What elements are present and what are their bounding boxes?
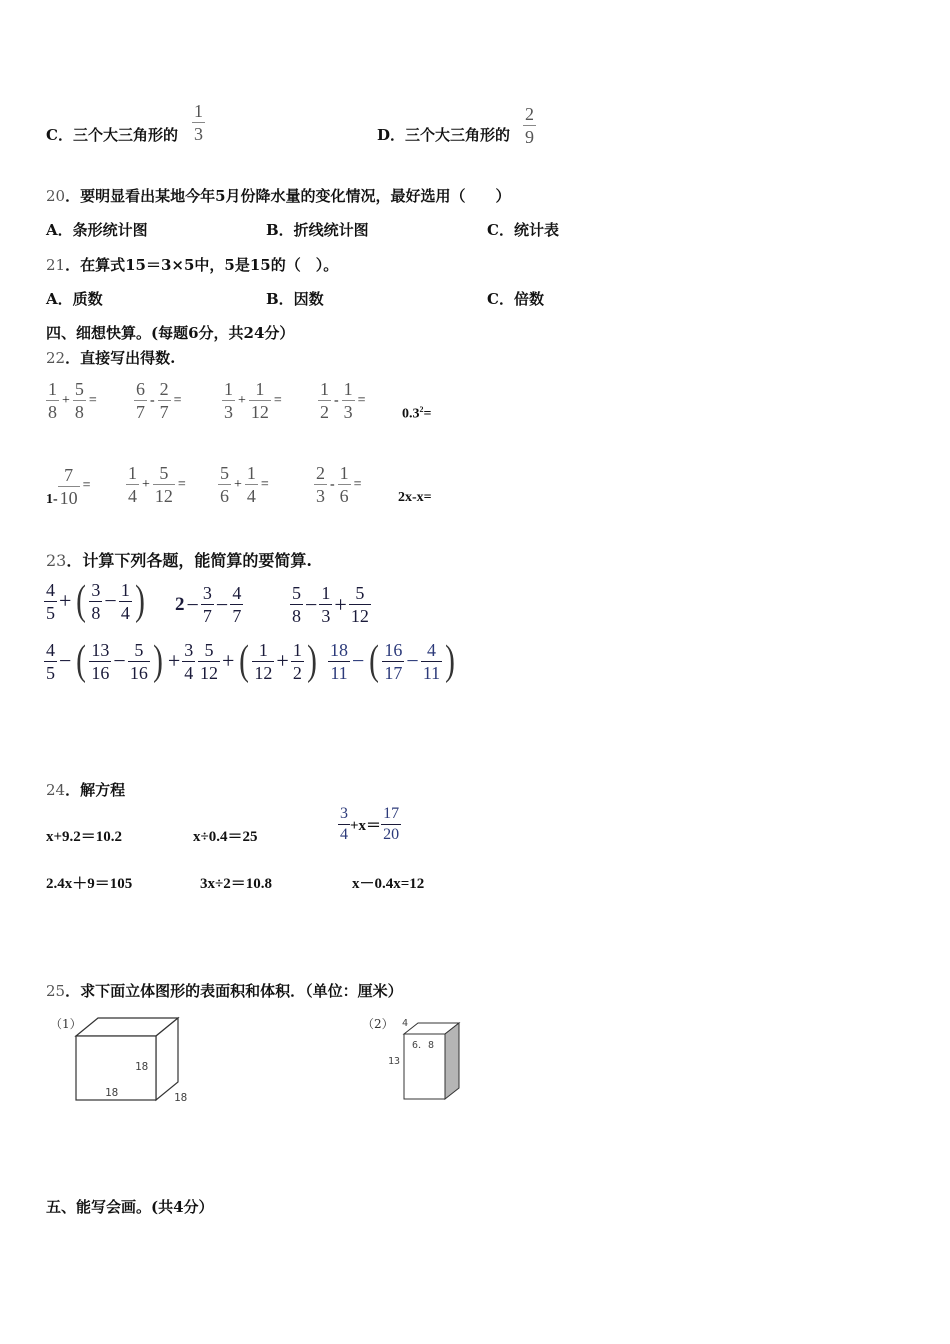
cube-height-label: 18: [135, 1060, 149, 1073]
figure-2-label: （2）: [362, 1017, 394, 1031]
equation-5: 3x÷2＝10.8: [200, 876, 272, 892]
q22-item: $\frac{6}{7}$ - $\frac{2}{7}$ =: [136, 379, 182, 422]
q22-item: $\frac{1}{4}$ + $\frac{5}{12}$ =: [128, 463, 186, 506]
q23-expr-6: $\frac{18}{11}$ − ( $\frac{16}{17}$ − $\frac{4}{11}$ ): [330, 638, 456, 684]
option-d-fraction: $\frac{2}{9}$: [525, 104, 534, 147]
q22-item: $\frac{5}{6}$ + $\frac{1}{4}$ =: [220, 463, 269, 506]
section-5-heading: 五、能写会画。(共4分）: [46, 1198, 214, 1216]
question-22: 22．直接写出得数.: [46, 349, 176, 367]
q21-option-a: A．质数: [46, 290, 103, 308]
question-24: 24．解方程: [46, 781, 126, 799]
cube-depth-label: 18: [174, 1091, 188, 1104]
q22-item: $\frac{2}{3}$ - $\frac{1}{6}$ =: [316, 463, 362, 506]
q23-expr-3: $\frac{5}{8}$ − $\frac{1}{3}$ + $\frac{5}{12}$: [292, 583, 369, 626]
q23-expr-1: $\frac{4}{5}$ + ( $\frac{3}{8}$ − $\frac{1}{4}$ ): [46, 578, 145, 624]
q23-expr-5: $\frac{5}{12}$ + ( $\frac{1}{12}$ + $\frac{1}{2}$ ): [200, 638, 317, 684]
q21-option-b: B．因数: [266, 290, 324, 308]
q20-option-a: A．条形统计图: [46, 221, 148, 239]
equation-1: x+9.2＝10.2: [46, 829, 123, 845]
q20-option-c: C．统计表: [487, 221, 559, 239]
q23-expr-2: 2 − $\frac{3}{7}$ − $\frac{4}{7}$: [175, 583, 242, 626]
option-d: D．三个大三角形的: [377, 126, 511, 144]
equation-6: x－0.4x=12: [352, 876, 425, 892]
prism-figure: [400, 1020, 464, 1104]
question-25: 25．求下面立体图形的表面积和体积．（单位：厘米）: [46, 982, 403, 1000]
option-c: C．三个大三角形的: [46, 126, 178, 144]
q22-item: $\frac{1}{3}$ + $\frac{1}{12}$ =: [224, 379, 282, 422]
q20-option-b: B．折线统计图: [266, 221, 369, 239]
prism-width-label: 6．8: [412, 1040, 435, 1051]
question-23: 23．计算下列各题，能简算的要简算.: [46, 551, 312, 570]
section-4-heading: 四、细想快算。(每题6分，共24分）: [46, 324, 295, 342]
equation-4: 2.4x＋9＝105: [46, 876, 133, 892]
q22-item: 1- $\frac{7}{10}$ =: [46, 464, 91, 508]
q21-option-c: C．倍数: [487, 290, 544, 308]
q22-item: $\frac{1}{2}$ - $\frac{1}{3}$ =: [320, 379, 366, 422]
q23-expr-4: $\frac{4}{5}$ − ( $\frac{13}{16}$ − $\frac{5}{16}$ ) + $\frac{3}{4}$: [46, 638, 194, 684]
equation-3: $\frac{3}{4}$ +x＝ $\frac{17}{20}$: [340, 805, 400, 843]
option-c-fraction: $\frac{1}{3}$: [194, 101, 203, 144]
prism-height-label: 13: [388, 1056, 401, 1067]
figure-1-label: （1）: [50, 1017, 82, 1031]
cube-width-label: 18: [105, 1086, 119, 1099]
q22-item: $\frac{1}{8}$ + $\frac{5}{8}$ =: [48, 379, 97, 422]
equation-2: x÷0.4＝25: [193, 829, 258, 845]
prism-depth-label: 4: [402, 1018, 409, 1029]
q22-power: $0.3^2=$: [402, 405, 432, 422]
question-21: 21．在算式15＝3×5中，5是15的（ ）。: [46, 256, 339, 274]
question-20: 20．要明显看出某地今年5月份降水量的变化情况，最好选用（ ）: [46, 187, 511, 205]
q22-2x-x: 2x-x=: [398, 490, 432, 505]
